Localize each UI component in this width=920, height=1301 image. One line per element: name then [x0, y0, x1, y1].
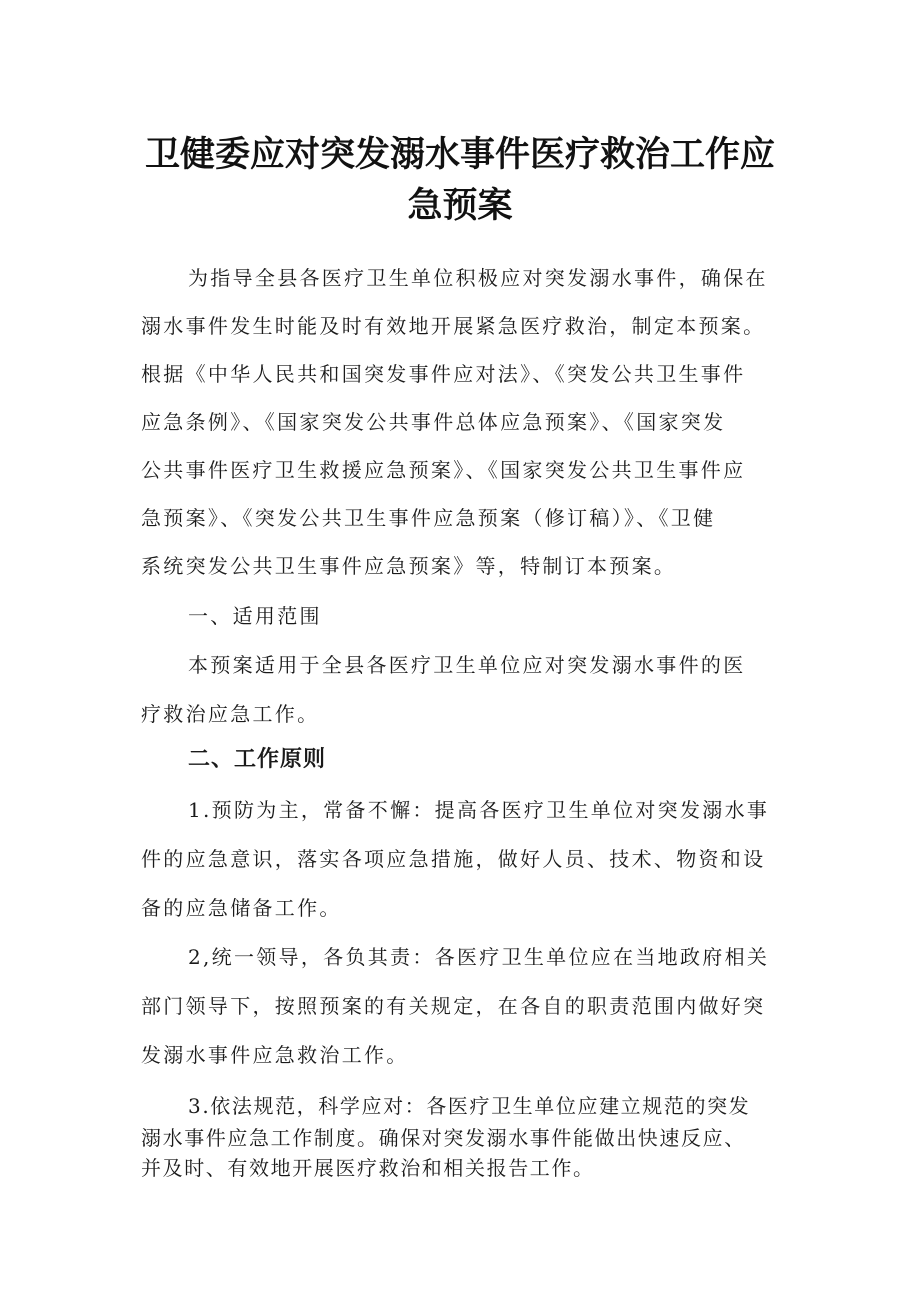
paragraph-line: 应急条例》、《国家突发公共事件总体应急预案》、《国家突发: [141, 410, 726, 434]
paragraph-line: 急预案》、《突发公共卫生事件应急预案（修订稿）》、《卫健: [141, 506, 716, 530]
paragraph-line: 公共事件医疗卫生救援应急预案》、《国家突发公共卫生事件应: [141, 458, 746, 482]
paragraph-line: 溺水事件应急工作制度。确保对突发溺水事件能做出快速反应、: [141, 1126, 746, 1150]
paragraph-line: 件的应急意识，落实各项应急措施，做好人员、技术、物资和设: [141, 847, 766, 871]
section-heading: 一、适用范围: [188, 604, 322, 628]
document-title-line-1: 卫健委应对突发溺水事件医疗救治工作应: [144, 135, 775, 175]
paragraph-line: 备的应急储备工作。: [141, 896, 342, 920]
paragraph-line: 并及时、有效地开展医疗救治和相关报告工作。: [141, 1156, 595, 1180]
paragraph-line: 疗救治应急工作。: [141, 702, 320, 726]
paragraph-line: 溺水事件发生时能及时有效地开展紧急医疗救治，制定本预案。: [141, 314, 766, 338]
document-title-line-2: 急预案: [407, 186, 513, 226]
paragraph-line: 3.依法规范，科学应对：各医疗卫生单位应建立规范的突发: [188, 1094, 751, 1118]
paragraph-line: 发溺水事件应急救治工作。: [141, 1043, 409, 1067]
paragraph-line: 1.预防为主，常备不懈：提高各医疗卫生单位对突发溺水事: [188, 798, 770, 822]
paragraph-line: 部门领导下，按照预案的有关规定，在各自的职责范围内做好突: [141, 994, 766, 1018]
paragraph-line: 为指导全县各医疗卫生单位积极应对突发溺水事件，确保在: [188, 266, 768, 290]
paragraph-line: 2,统一领导，各负其责：各医疗卫生单位应在当地政府相关: [188, 945, 770, 969]
paragraph-line: 系统突发公共卫生事件应急预案》等，特制订本预案。: [141, 554, 677, 578]
paragraph-line: 根据《中华人民共和国突发事件应对法》、《突发公共卫生事件: [141, 362, 746, 386]
section-heading: 二、工作原则: [188, 747, 327, 772]
paragraph-line: 本预案适用于全县各医疗卫生单位应对突发溺水事件的医: [188, 653, 746, 677]
